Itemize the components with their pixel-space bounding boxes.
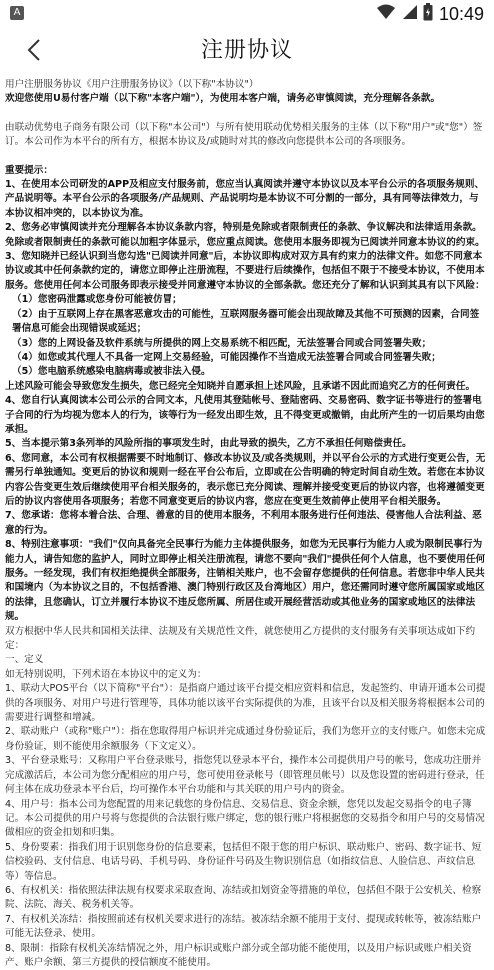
definition-item: 2、联动账户（或称"账户"）：指在您取得用户标识并完成通过身份验证后，我们为您开立的支付账户。如您未完成身份验证，则不能使用余额服务（下文定义）。: [5, 726, 486, 752]
risk-item: （4）如您或其代理人不具备一定网上交易经验，可能因操作不当造成无法签署合同或合同签署失败；: [12, 351, 441, 363]
notice-item: 4、您自行认真阅读本公司公示的合同文本，凡使用其登陆帐号、登陆密码、交易密码、数字证书等进行的签署电子合同的行为均视为您本人的行为，该等行为一经发出即生效，且不得变更或撤销，由此所产生的一切后果均由您承担。: [5, 395, 485, 435]
risk-item: （5）您电脑系统感染电脑病毒或被非法入侵。: [12, 366, 211, 378]
notice-item: 3、您知晓并已经认识到当您勾选"已阅读并同意"后，本协议即构成对双方具有约束力的法律文件。如您不同意本协议或其中任何条款约定的，请您立即停止注册流程，不要进行后续操作，包括但不限于不接受本协议，不使用本服务。您使用任何本公司服务即表示接受并同意遵守本协议的全部条款。您还充分了解和认识到其具有以下风险：: [5, 251, 485, 291]
notice-item: 7、您承诺：您将本着合法、合理、善意的目的使用本服务，不利用本服务进行任何违法、侵害他人合法利益、恶意的行为。: [5, 510, 482, 536]
company-paragraph: 由联动优势电子商务有限公司（以下称"本公司"）与所有使用联动优势相关服务的主体（以下称"用户"或"您"）签订。本公司作为本平台的所有方，根据本协议及/或随时对其的修改向您提供本公司的各项服务。: [5, 121, 483, 148]
doc-title-line: 用户注册服务协议《用户注册服务协议》（以下称"本协议"）: [5, 79, 259, 90]
definition-item: 4、用户号：指本公司为您配置的用来记载您的身份信息、交易信息、资金余额，您凭以发起交易指令的电子簿记。本公司提供的用户号将与您提供的合法银行账户绑定，您的银行账户将根据您的交易指令和用户号的交易情况做相应的资金扣划和归集。: [5, 798, 485, 839]
status-right-group: [377, 4, 484, 24]
notice-item: 8、特别注意事项："我们"仅向具备完全民事行为能力主体提供服务，如您为无民事行为能力人或为限制民事行为能力人，请告知您的监护人，同时立即停止相关注册流程，请您不要向"我们"提供任何个人信息，也不要使用任何服务。一经发现，我们有权拒绝提供全部服务，注销相关账户，也不会留存您提供的任何信息。若您非中华人民共和国境内（为本协议之目的，不包括香港、澳门特别行政区及台湾地区）用户，您还需同时遵守您所属国家或地区的法律，且您确认，订立并履行本协议不违反您所属、所居住或开展经营活动或其他业务的国家或地区的法律法规。: [5, 539, 486, 623]
notice-item: 2、您务必审慎阅读并充分理解各本协议条款内容，特别是免除或者限制责任的条款、争议解决和法律适用条款。免除或者限制责任的条款可能以加粗字体显示，您应重点阅读。您使用本服务即视为已阅读并同意本协议的约束。: [5, 222, 485, 248]
definition-item: 1、联动大POS平台（以下简称"平台"）：是指商户通过该平台提交相应资料和信息，发起签约、申请开通本公司提供的各项服务、对用户号进行管理等，具体功能以该平台实际提供的为准，且该平台以及相关服务将根据本公司的需要进行调整和增减。: [5, 683, 486, 724]
definition-item: 6、有权机关：指依照法律法规有权要求采取查询、冻结或扣划资金等措施的单位，包括但不限于公安机关、检察院、法院、海关、税务机关等。: [5, 884, 482, 911]
section-title: 一、定义: [5, 654, 44, 666]
notice-item: 6、您同意，本公司有权根据需要不时地制订、修改本协议及/或各类规则，并以平台公示的方式进行变更公告，无需另行单独通知。变更后的协议和规则一经在平台公布后，立即或在公告明确的特定时间自动生效。若您在本协议内容公告变更生效后继续使用平台相关服务的，表示您已充分阅读、理解并接受变更后的协议内容，也将遵循变更后的协议内容使用各项服务；若您不同意变更后的协议内容，您应在变更生效前停止使用平台相关服务。: [5, 452, 486, 507]
top-nav-bar: [0, 28, 494, 72]
definition-intro: 如无特别说明，下列术语在本协议中的定义为：: [5, 668, 207, 680]
agreement-text: [0, 78, 494, 970]
agreement-scroll-area[interactable]: [0, 78, 494, 968]
definition-item: 3、平台登录账号：又称用户平台登录账号，指您凭以登录本平台，操作本公司提供用户号的帐号，您成功注册并完成激活后，本公司为您分配相应的用户号，您可使用登录帐号（即管理员帐号）以及您设置的密码进行登录，任何主体在成功登录本平台后，均可操作本平台功能和与其关联的用户号内的资金。: [5, 755, 485, 796]
risk-item: （1）您密码泄露或您身份可能被仿冒；: [12, 294, 182, 306]
welcome-line: 欢迎您使用U易付客户端（以下称"本客户端"），为使用本客户端，请务必审慎阅读，充分理解各条款。: [5, 93, 441, 105]
risk-item: （3）您的上网设备及软件系统与所提供的网上交易系统不相匹配，无法签署合同或合同签署失败；: [12, 337, 432, 349]
status-bar: [0, 0, 494, 28]
app-notification-icon: A: [10, 6, 24, 20]
signal-icon: [401, 4, 417, 24]
notice-item: 5、当本提示第3条列举的风险所指的事项发生时，由此导致的损失，乙方不承担任何赔偿责任。: [5, 438, 412, 450]
law-note: 双方根据中华人民共和国相关法律、法规及有关规范性文件，就您使用乙方提供的支付服务有关事项达成如下约定：: [5, 625, 476, 652]
clock-time: 10:49: [438, 3, 484, 24]
wifi-icon: [377, 4, 395, 24]
risk-item: （2）由于互联网上存在黑客恶意攻击的可能性，互联网服务器可能会出现故障及其他不可预测的因素，合同签署信息可能会出现错误或延迟；: [12, 308, 480, 335]
notice-title: 重要提示：: [5, 164, 53, 176]
definition-item: 8、限制：指除有权机关冻结情况之外，用户标识或账户部分或全部功能不能使用，以及用户标识或账户相关资产、账户余额、第三方提供的授信额度不能使用。: [5, 942, 472, 968]
battery-icon: [423, 3, 433, 25]
notice-item: 1、在使用本公司研发的APP及相应支付服务前，您应当认真阅读并遵守本协议以及本平台公示的各项服务规则、产品说明等。本平台公示的各项服务/产品规则、产品说明均是本协议不可分割的一部分，具有同等法律效力，与本协议相冲突的，以本协议为准。: [5, 179, 485, 219]
definition-item: 5、身份要素：指我们用于识别您身份的信息要素，包括但不限于您的用户标识、联动账户、密码、数字证书、短信校验码、支付信息、电话号码、手机号码、身份证件号码及生物识别信息（如指纹信息、人脸信息、声纹信息等）等信息。: [5, 841, 482, 882]
definition-item: 7、有权机关冻结：指按照前述有权机关要求进行的冻结。被冻结余额不能用于支付、提现或转帐等，被冻结账户可能无法登录、使用。: [5, 913, 482, 940]
notice-item: 上述风险可能会导致您发生损失，您已经完全知晓并自愿承担上述风险，且承诺不因此而追究乙方的任何责任。: [5, 380, 476, 392]
page-title: 注册协议: [200, 38, 293, 63]
